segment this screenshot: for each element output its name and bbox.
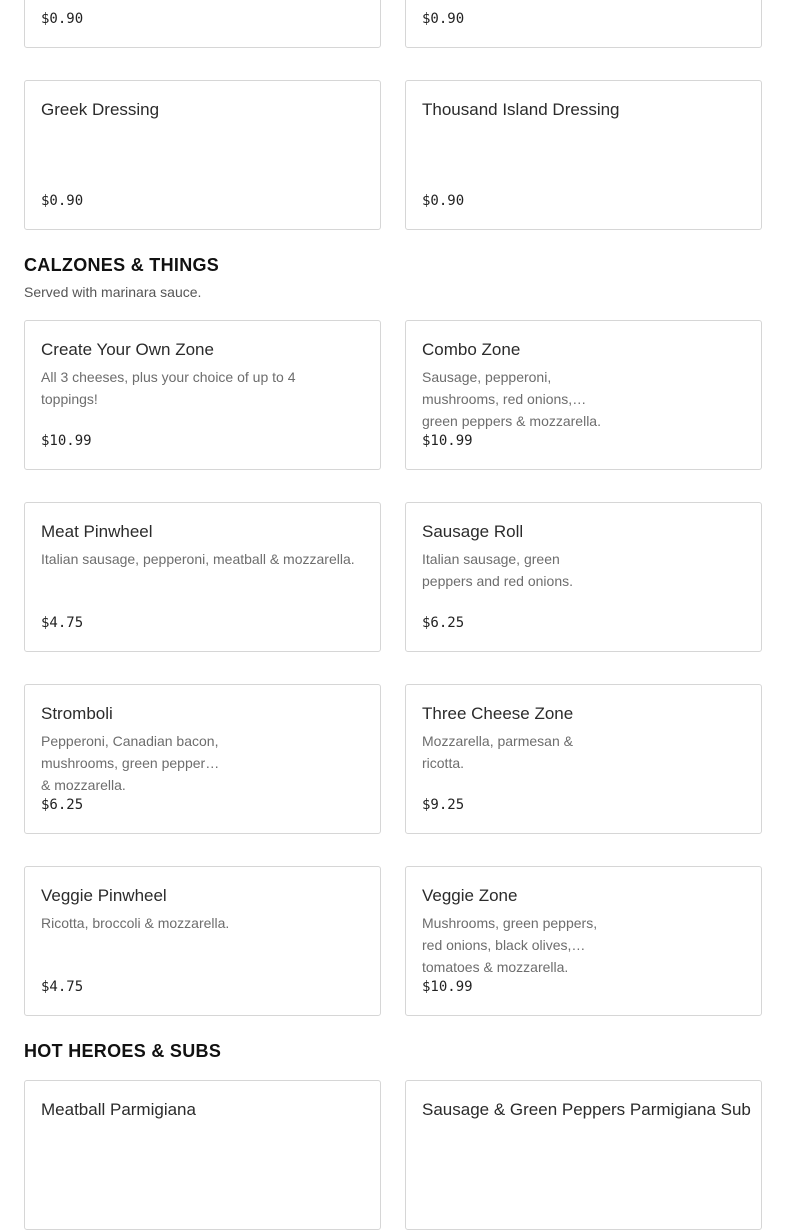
menu-item-name: Thousand Island Dressing (422, 100, 620, 119)
menu-item-price: $10.99 (41, 433, 92, 449)
menu-item-price: $9.25 (422, 797, 465, 813)
menu-item-card[interactable] (24, 1080, 381, 1230)
menu-item-description: Ricotta, broccoli & mozzarella. (41, 915, 230, 931)
menu-item-card[interactable] (405, 320, 762, 470)
menu-item-price: $0.90 (422, 193, 465, 209)
section-title: HOT HEROES & SUBS (24, 1041, 222, 1061)
menu-item-price: $6.25 (422, 615, 465, 631)
menu-item-card[interactable] (24, 502, 381, 652)
menu-item-card[interactable] (405, 1080, 762, 1230)
section-subtitle: Served with marinara sauce. (24, 284, 202, 300)
menu-item-name: Greek Dressing (41, 100, 160, 119)
menu-item-description: Pepperoni, Canadian bacon, mushrooms, green peppers & mozzarella. (41, 733, 219, 793)
menu-item-description: Sausage, pepperoni, mushrooms, red onions, green peppers & mozzarella. (422, 369, 601, 429)
menu-item-name: Sausage & Green Peppers Parmigiana Sub (422, 1100, 751, 1119)
menu-item-name: Veggie Pinwheel (41, 886, 167, 905)
menu-item-description: All 3 cheeses, plus your choice of up to 4 toppings! (41, 369, 296, 407)
menu-item-card[interactable] (24, 866, 381, 1016)
menu-item-price: $4.75 (41, 615, 84, 631)
menu-item-description: Mushrooms, green peppers, red onions, black olives, tomatoes & mozzarella. (422, 915, 598, 975)
menu-item-name: Stromboli (41, 704, 113, 723)
menu-item-name: Sausage Roll (422, 522, 524, 541)
menu-item-name: Combo Zone (422, 340, 521, 359)
menu-item-price: $0.90 (41, 11, 84, 27)
menu-item-price: $6.25 (41, 797, 84, 813)
menu-item-card[interactable] (405, 684, 762, 834)
menu-item-card[interactable] (24, 684, 381, 834)
menu-item-card[interactable] (405, 866, 762, 1016)
menu-item-card[interactable] (24, 0, 381, 48)
menu-item-price: $10.99 (422, 433, 473, 449)
menu-item-name: Veggie Zone (422, 886, 518, 905)
menu-item-card[interactable] (405, 502, 762, 652)
menu-item-card[interactable] (24, 320, 381, 470)
menu-item-card[interactable] (405, 0, 762, 48)
menu-item-name: Create Your Own Zone (41, 340, 214, 359)
menu-item-price: $10.99 (422, 979, 473, 995)
section-title: CALZONES & THINGS (24, 255, 220, 275)
menu-item-name: Meat Pinwheel (41, 522, 153, 541)
menu-item-description: Mozzarella, parmesan & ricotta. (422, 733, 573, 771)
menu-item-card[interactable] (24, 80, 381, 230)
menu-item-price: $4.75 (41, 979, 84, 995)
menu-item-description: Italian sausage, pepperoni, meatball & mozzarella. (41, 551, 355, 567)
menu-item-price: $0.90 (422, 11, 465, 27)
menu-item-name: Three Cheese Zone (422, 704, 574, 723)
menu-item-card[interactable] (405, 80, 762, 230)
menu-item-price: $0.90 (41, 193, 84, 209)
menu-item-name: Meatball Parmigiana (41, 1100, 196, 1119)
menu-item-description: Italian sausage, green peppers and red onions. (422, 551, 573, 589)
